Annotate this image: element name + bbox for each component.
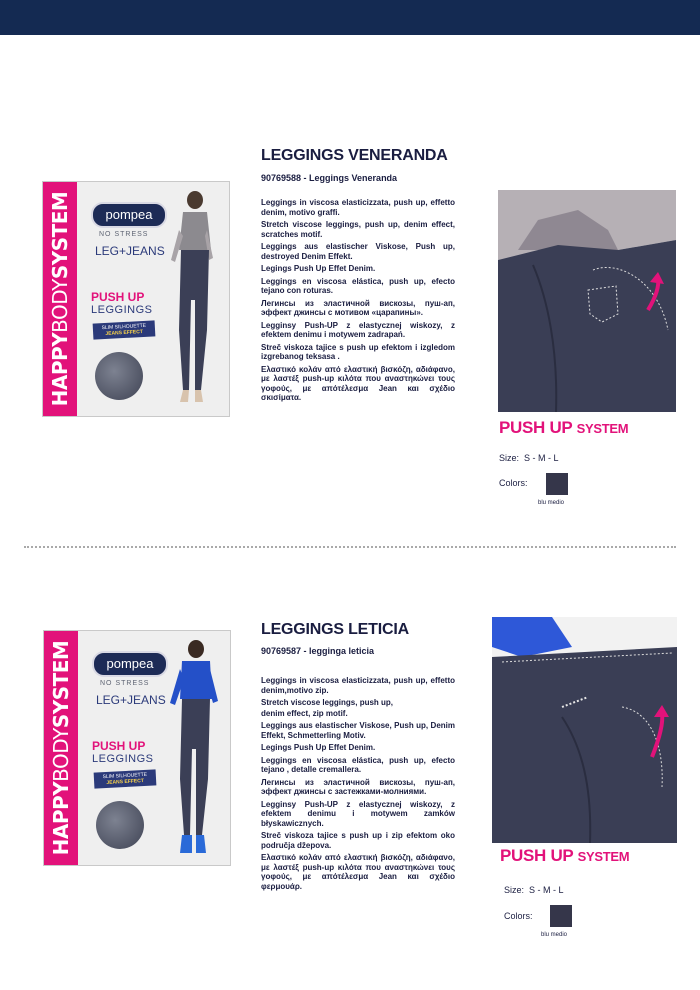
product-photo-veneranda <box>498 190 676 412</box>
package-image-leticia <box>43 630 231 866</box>
color-name: blu medio <box>541 932 568 938</box>
pompea-logo: pompea <box>92 651 168 677</box>
description-es: Leggings en viscosa elástica, push up, efecto tejano , detalle cremallera. <box>261 755 455 774</box>
fabric-swatch-circle <box>95 352 143 400</box>
section-divider <box>24 546 676 548</box>
description-it: Leggings in viscosa elasticizzata, push up, effetto denim,motivo zip. <box>261 676 455 695</box>
description-pl: Legginsy Push-UP z elastycznej wiskozy, z efektem denimu i motywem zamków błyskawicznych. <box>261 799 455 828</box>
description-gr: Ελαστικό κολάν από ελαστική βισκόζη, αδιάφανο, με λαστέξ push-up κιλότα που αναστηκώνει τους γοφούς, με απότέλεσμα Jean και σχέδιο σκισίματα. <box>261 364 455 402</box>
product-code: 90769587 - legginga leticia <box>261 646 375 656</box>
package-image-veneranda <box>42 181 230 417</box>
top-header-bar <box>0 0 700 35</box>
description-hr: Streč viskoza tajice s push up efektom i izgledom izgrebanog teksasa . <box>261 342 455 361</box>
description-pl: Legginsy Push-UP z elastycznej wiskozy, z efektem denimu i motywem zadrapań. <box>261 320 455 339</box>
product-line: LEG+JEANS <box>95 244 165 258</box>
description-fr: Legings Push Up Effet Denim. <box>261 743 376 752</box>
product-title: LEGGINGS VENERANDA <box>261 147 448 164</box>
pompea-logo: pompea <box>91 202 167 228</box>
description-de: Leggings aus elastischer Viskose, Push up, destroyed Denim Effekt. <box>261 242 455 261</box>
colors-label: Colors: <box>499 478 528 488</box>
fabric-swatch-circle <box>96 801 144 849</box>
description-ru: Легинсы из эластичной вискозы, пуш-ап, эффект джинсы с застежками-молниями. <box>261 777 455 796</box>
leggings-label: LEGGINGS <box>91 304 153 316</box>
description-de: Leggings aus elastischer Viskose, Push up, Denim Effekt, Schmetterling Motiv. <box>261 721 455 740</box>
push-up-system-label: PUSH UP SYSTEM <box>499 418 629 437</box>
description-hr: Streč viskoza tajice s push up i zip efektom oko područja džepova. <box>261 831 455 850</box>
leggings-label: LEGGINGS <box>92 753 154 765</box>
slim-badge: SLIM SILHOUETTE JEANS EFFECT <box>94 769 157 788</box>
description-en: Stretch viscose leggings, push up, <box>261 698 394 707</box>
model-figure <box>165 190 221 410</box>
colors-label: Colors: <box>504 911 533 921</box>
tagline: NO STRESS <box>99 231 149 238</box>
description-fr: Legings Push Up Effet Denim. <box>261 264 376 273</box>
product-code: 90769588 - Leggings Veneranda <box>261 173 398 183</box>
color-swatch-blu-medio <box>550 905 572 927</box>
description-gr: Ελαστικό κολάν από ελαστική βισκόζη, αδιάφανο, με λαστέξ push-up κιλότα που αναστηκώνει τους γοφούς, με απότέλεσμα Jean και σχέδιο φερμουάρ. <box>261 853 455 891</box>
tagline: NO STRESS <box>100 680 150 687</box>
description-ru: Легинсы из эластичной вискозы, пуш-ап, эффект джинсы с мотивом «царапины». <box>261 298 455 317</box>
pushup-label: PUSH UP <box>91 290 145 304</box>
description-it: Leggings in viscosa elasticizzata, push up, effetto denim, motivo graffi. <box>261 198 455 217</box>
pushup-label: PUSH UP <box>92 739 146 753</box>
product-description <box>261 198 455 406</box>
model-figure <box>166 639 222 859</box>
color-name: blu medio <box>538 500 565 506</box>
color-swatch-blu-medio <box>546 473 568 495</box>
size-info: Size: S - M - L <box>499 453 559 463</box>
description-es: Leggings en viscosa elástica, push up, efecto tejano con roturas. <box>261 276 455 295</box>
description-en-cont: denim effect, zip motif. <box>261 708 348 718</box>
description-en: Stretch viscose leggings, push up, denim effect, scratches motif. <box>261 220 455 239</box>
slim-badge: SLIM SILHOUETTE JEANS EFFECT <box>93 320 156 339</box>
product-description <box>261 676 455 894</box>
product-photo-leticia <box>492 617 677 843</box>
product-title: LEGGINGS LETICIA <box>261 621 409 638</box>
push-up-system-label: PUSH UP SYSTEM <box>500 846 630 865</box>
size-info: Size: S - M - L <box>504 885 564 895</box>
brand-stripe-text: HAPPYBODYSYSTEM <box>48 191 72 407</box>
product-line: LEG+JEANS <box>96 693 166 707</box>
brand-stripe-text: HAPPYBODYSYSTEM <box>49 640 73 856</box>
